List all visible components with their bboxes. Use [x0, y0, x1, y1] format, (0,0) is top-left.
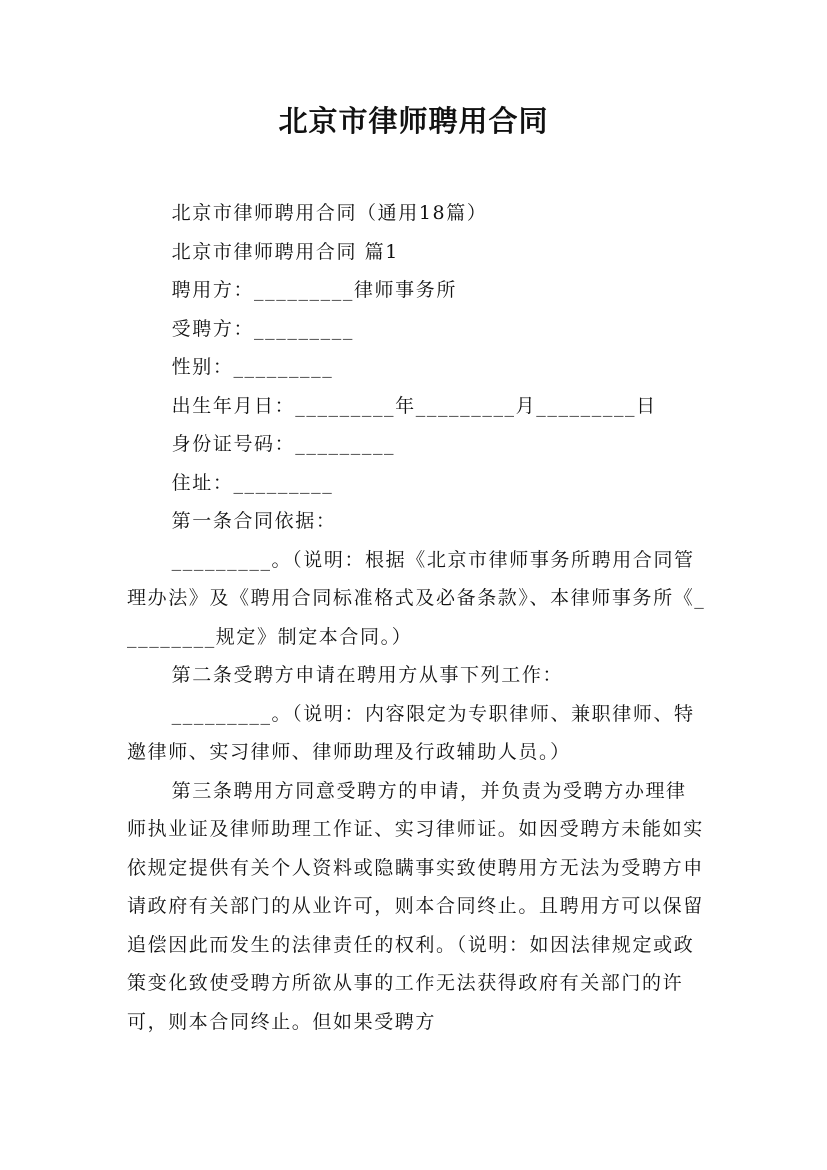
document-title: 北京市律师聘用合同 — [278, 104, 549, 138]
paragraph-employee: 受聘方：_________ — [171, 317, 354, 340]
paragraph-article-1-body: _________。（说明：根据《北京市律师事务所聘用合同管理办法》及《聘用合同标准格式及必备条款》、本律师事务所《_________规定》制定本合同。） — [127, 548, 706, 648]
paragraph-article-2-body: _________。（说明：内容限定为专职律师、兼职律师、特邀律师、实习律师、律师助理及行政辅助人员。） — [127, 702, 695, 763]
paragraph-employer: 聘用方：_________律师事务所 — [171, 279, 457, 301]
paragraph-article-2-heading: 第二条受聘方申请在聘用方从事下列工作： — [171, 664, 564, 686]
paragraph-birthdate: 出生年月日：_________年_________月_________日 — [171, 394, 657, 417]
paragraph-id-number: 身份证号码：_________ — [171, 433, 396, 455]
paragraph-article-3: 第三条聘用方同意受聘方的申请，并负责为受聘方办理律师执业证及律师助理工作证、实习律师证。如因受聘方未能如实依规定提供有关个人资料或隐瞒事实致使聘用方无法为受聘方申请政府有关部门的从业许可，则本合同终止。且聘用方可以保留追偿因此而发生的法律责任的权利。（说明：如因法律规定或政策变化致使受聘方所欲从事的工作无法获得政府有关部门的许可，则本合同终止。但如果受聘方 — [127, 779, 704, 1033]
paragraph-subtitle: 北京市律师聘用合同（通用18篇） — [171, 202, 488, 224]
paragraph-gender: 性别：_________ — [171, 356, 334, 378]
document-body — [127, 194, 707, 1041]
paragraph-article-1-heading: 第一条合同依据： — [171, 510, 337, 532]
paragraph-section-heading: 北京市律师聘用合同 篇1 — [171, 240, 399, 263]
paragraph-address: 住址：_________ — [171, 471, 334, 494]
